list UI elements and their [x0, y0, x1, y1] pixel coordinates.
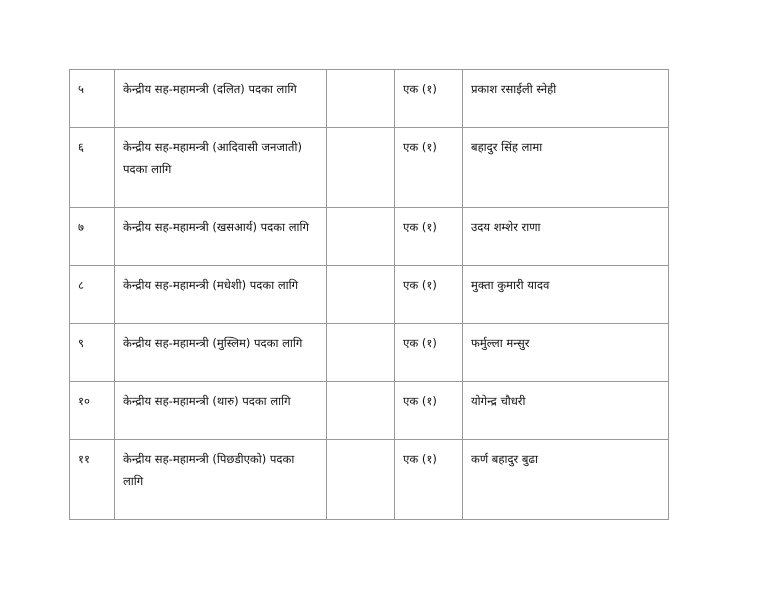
- count-cell: एक (१): [395, 382, 463, 440]
- candidate-name-cell: कर्ण बहादुर बुढा: [463, 440, 669, 520]
- row-number: ९: [70, 324, 115, 382]
- row-number: ५: [70, 70, 115, 128]
- position-cell: केन्द्रीय सह-महामन्त्री (थारु) पदका लागि: [115, 382, 327, 440]
- table-row: [70, 324, 669, 382]
- empty-cell: [327, 382, 395, 440]
- empty-cell: [327, 266, 395, 324]
- table-row: [70, 70, 669, 128]
- candidate-table: [69, 69, 669, 520]
- empty-cell: [327, 208, 395, 266]
- count-cell: एक (१): [395, 208, 463, 266]
- row-number: १०: [70, 382, 115, 440]
- empty-cell: [327, 324, 395, 382]
- table-row: [70, 208, 669, 266]
- table-row: [70, 266, 669, 324]
- table-row: [70, 382, 669, 440]
- count-cell: एक (१): [395, 440, 463, 520]
- table-row: [70, 128, 669, 208]
- count-cell: एक (१): [395, 128, 463, 208]
- position-cell: केन्द्रीय सह-महामन्त्री (मधेशी) पदका लागि: [115, 266, 327, 324]
- candidate-name-cell: योगेन्द्र चौधरी: [463, 382, 669, 440]
- row-number: ८: [70, 266, 115, 324]
- table-row: [70, 440, 669, 520]
- count-cell: एक (१): [395, 266, 463, 324]
- count-cell: एक (१): [395, 324, 463, 382]
- row-number: ६: [70, 128, 115, 208]
- empty-cell: [327, 128, 395, 208]
- position-cell: केन्द्रीय सह-महामन्त्री (पिछडीएको) पदका लागि: [115, 440, 327, 520]
- position-cell: केन्द्रीय सह-महामन्त्री (आदिवासी जनजाती) पदका लागि: [115, 128, 327, 208]
- position-cell: केन्द्रीय सह-महामन्त्री (दलित) पदका लागि: [115, 70, 327, 128]
- empty-cell: [327, 440, 395, 520]
- row-number: ११: [70, 440, 115, 520]
- candidate-name-cell: फर्मुल्ला मन्सुर: [463, 324, 669, 382]
- candidate-name-cell: मुक्ता कुमारी यादव: [463, 266, 669, 324]
- count-cell: एक (१): [395, 70, 463, 128]
- candidate-name-cell: बहादुर सिंह लामा: [463, 128, 669, 208]
- position-cell: केन्द्रीय सह-महामन्त्री (मुस्लिम) पदका लागि: [115, 324, 327, 382]
- position-cell: केन्द्रीय सह-महामन्त्री (खसआर्य) पदका लागि: [115, 208, 327, 266]
- candidate-name-cell: उदय शम्शेर राणा: [463, 208, 669, 266]
- empty-cell: [327, 70, 395, 128]
- row-number: ७: [70, 208, 115, 266]
- candidate-name-cell: प्रकाश रसाईली स्नेही: [463, 70, 669, 128]
